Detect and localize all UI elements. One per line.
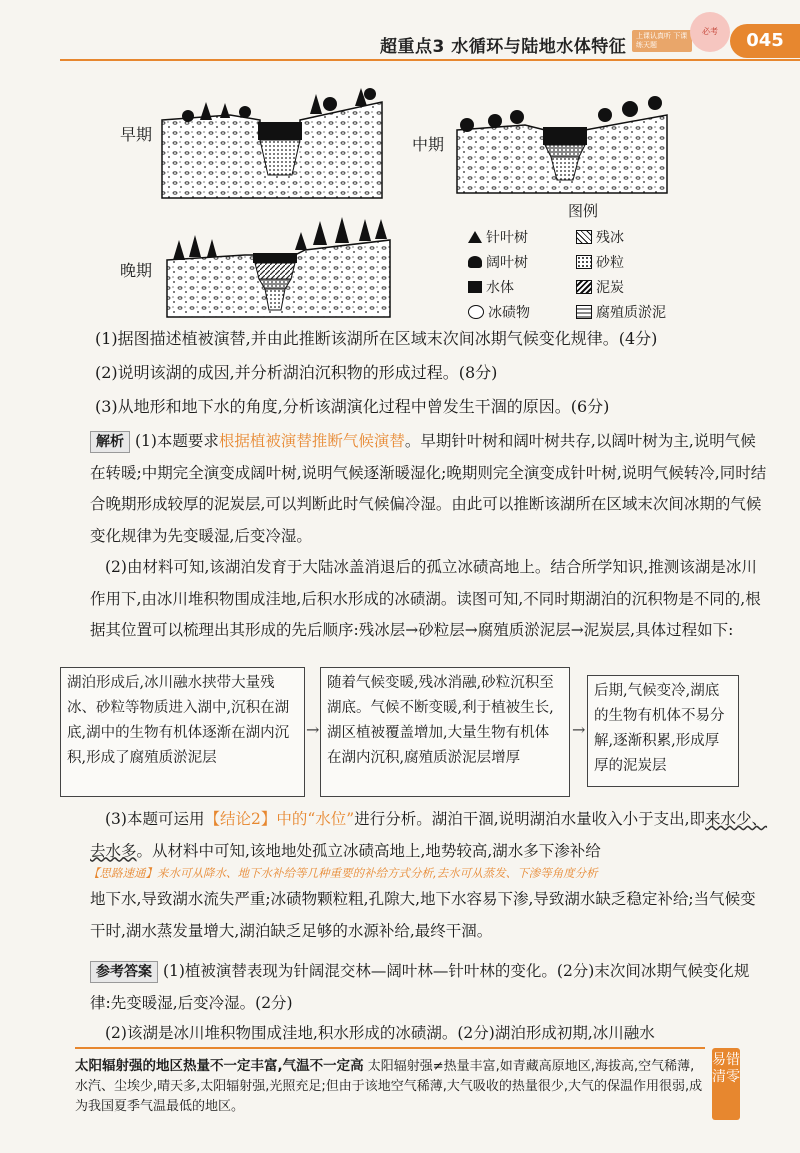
figure-legend xyxy=(468,200,698,322)
wavy-emphasis: 来水少、去水多 xyxy=(90,810,768,860)
diagram-late xyxy=(165,205,395,320)
sand-grain-icon xyxy=(576,255,592,269)
page-header xyxy=(0,0,800,62)
page-number: 045 xyxy=(730,24,800,58)
flow-step-1: 湖泊形成后,冰川融水挟带大量残冰、砂粒等物质进入湖中,沉积在湖底,湖中的生物有机体逐渐在湖内沉积,形成了腐殖质淤泥层 xyxy=(60,667,305,797)
legend-item: 砂粒 xyxy=(576,252,696,272)
highlight-method: 根据植被演替推断气候演替 xyxy=(218,432,405,450)
analysis-paragraph-3-cont: 地下水,导致湖水流失严重;冰碛物颗粒粗,孔隙大,地下水容易下渗,导致湖水缺乏稳定补给;当气候变干时,湖水蒸发量增大,湖泊缺乏足够的水源补给,最终干涸。 xyxy=(90,890,756,940)
legend-item: 阔叶树 xyxy=(468,252,576,272)
arrow-right-icon: → xyxy=(306,720,320,739)
flower-badge-icon: 必考 xyxy=(690,12,730,52)
question-2: (2)说明该湖的成因,并分析湖泊沉积物的形成过程。(8分) xyxy=(95,363,498,382)
legend-item: 泥炭 xyxy=(576,277,696,297)
footer-divider xyxy=(75,1047,705,1049)
conclusion-reference: 【结论2】中的“水位” xyxy=(204,810,355,828)
moraine-icon xyxy=(468,305,484,319)
footer-note: 太阳辐射强的地区热量不一定丰富,气温不一定高 太阳辐射强≠热量丰富,如青藏高原地区,海拔高,空气稀薄,水汽、尘埃少,晴天多,太阳辐射强,光照充足;但由于该地空气稀薄,大气吸收的热量很少,大气的保温作用很弱,成为我国夏季气温最低的地区。 xyxy=(75,1058,703,1114)
water-body-icon xyxy=(468,281,482,293)
legend-item: 冰碛物 xyxy=(468,302,576,322)
question-1: (1)据图描述植被演替,并由此推断该湖所在区域末次间冰期气候变化规律。(4分) xyxy=(95,329,658,348)
answer-paragraph-2: (2)该湖是冰川堆积物围成洼地,积水形成的冰碛湖。(2分)湖泊形成初期,冰川融水 xyxy=(105,1024,655,1042)
analysis-paragraph-1: 解析 (1)本题要求根据植被演替推断气候演替。早期针叶树和阔叶树共存,以阔叶树为主,说明气候在转暖;中期完全演变成阔叶树,说明气候逐渐暖湿化;晚期则完全演变成针叶树,说明气候转冷,同时结合晚期形成较厚的泥炭层,可以判断此时气候偏冷湿。由此可以推断该湖所在区域末次间冰期的气候变化规律为先变暖湿,后变冷湿。 xyxy=(90,432,767,545)
analysis-paragraph-2: (2)由材料可知,该湖泊发育于大陆冰盖消退后的孤立冰碛高地上。结合所学知识,推测该湖是冰川作用下,由冰川堆积物围成洼地,后积水形成的冰碛湖。读图可知,不同时期湖泊的沉积物是不同的,根据其位置可以梳理出其形成的先后顺序:残冰层→砂粒层→腐殖质淤泥层→泥炭层,具体过程如下: xyxy=(90,558,761,639)
broadleaf-icon xyxy=(468,256,482,268)
label-late: 晚期 xyxy=(120,261,153,280)
answer-tag: 参考答案 xyxy=(90,961,158,983)
header-note: 上课认真听 下课练天题 xyxy=(632,30,692,52)
peat-icon xyxy=(576,280,592,294)
answer-paragraph-1: 参考答案 (1)植被演替表现为针阔混交林—阔叶林—针叶林的变化。(2分)末次间冰期气候变化规律:先变暖湿,后变冷湿。(2分) xyxy=(90,962,750,1012)
residual-ice-icon xyxy=(576,230,592,244)
section-title: 超重点3 水循环与陆地水体特征 xyxy=(380,37,627,57)
humus-silt-icon xyxy=(576,305,592,319)
header-divider xyxy=(60,59,800,61)
legend-item: 腐殖质淤泥 xyxy=(576,302,696,322)
question-3: (3)从地形和地下水的角度,分析该湖演化过程中曾发生干涸的原因。(6分) xyxy=(95,397,610,416)
legend-item: 残冰 xyxy=(576,227,696,247)
footer-bold: 太阳辐射强的地区热量不一定丰富,气温不一定高 xyxy=(75,1058,364,1074)
legend-item: 针叶树 xyxy=(468,227,576,247)
label-middle: 中期 xyxy=(412,135,445,154)
conifer-icon xyxy=(468,231,482,243)
side-label: 易错清零 xyxy=(712,1048,740,1120)
diagram-early xyxy=(160,80,385,200)
analysis-paragraph-3: (3)本题可运用【结论2】中的“水位”进行分析。湖泊干涸,说明湖泊水量收入小于支出,即来水少、去水多。从材料中可知,该地地处孤立冰碛高地上,地势较高,湖水多下渗补给 xyxy=(90,810,768,860)
legend-item: 水体 xyxy=(468,277,576,297)
arrow-right-icon: → xyxy=(572,720,586,739)
flow-step-2: 随着气候变暖,残冰消融,砂粒沉积至湖底。气候不断变暖,利于植被生长,湖区植被覆盖增加,大量生物有机体在湖内沉积,腐殖质淤泥层增厚 xyxy=(320,667,570,797)
thinking-tips: 【思路速通】来水可从降水、地下水补给等几种重要的补给方式分析,去水可从蒸发、下渗等角度分析 xyxy=(88,866,598,880)
diagram-middle xyxy=(455,85,670,195)
analysis-tag: 解析 xyxy=(90,431,130,453)
label-early: 早期 xyxy=(120,125,153,144)
legend-title: 图例 xyxy=(567,202,598,220)
flow-step-3: 后期,气候变冷,湖底的生物有机体不易分解,逐渐积累,形成厚厚的泥炭层 xyxy=(587,675,739,787)
